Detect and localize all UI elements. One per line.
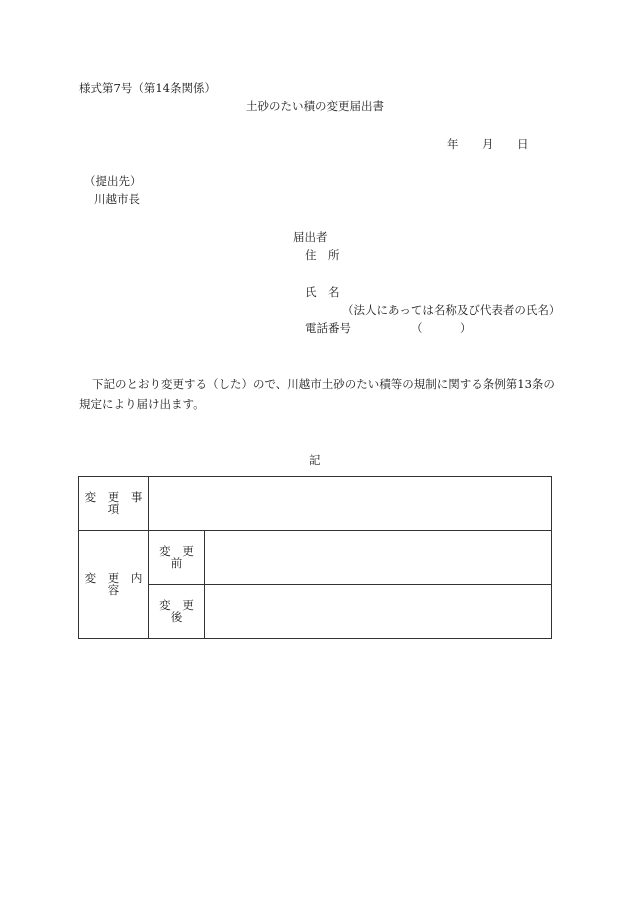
before-label: 変 更 前 xyxy=(149,531,205,585)
date-day: 日 xyxy=(517,137,529,151)
phone-paren-open: （ xyxy=(411,321,423,335)
recipient-name: 川越市長 xyxy=(94,192,140,206)
phone-paren-close: ） xyxy=(460,321,472,335)
form-title: 土砂のたい積の変更届出書 xyxy=(246,99,384,113)
recipient-label: （提出先） xyxy=(84,174,142,188)
after-field[interactable] xyxy=(205,585,552,639)
before-field[interactable] xyxy=(205,531,552,585)
change-item-label: 変 更 事 項 xyxy=(79,477,149,531)
form-number: 様式第7号（第14条関係） xyxy=(79,81,216,95)
change-table xyxy=(78,476,552,639)
change-content-label: 変 更 内 容 xyxy=(79,531,149,639)
date-month: 月 xyxy=(482,137,494,151)
body-text-line1: 下記のとおり変更する（した）ので、川越市土砂のたい積等の規制に関する条例第13条の xyxy=(92,377,555,391)
name-label: 氏 名 xyxy=(305,285,340,299)
change-item-field[interactable] xyxy=(149,477,552,531)
phone-label: 電話番号 xyxy=(305,321,351,335)
date-year: 年 xyxy=(447,137,459,151)
applicant-heading: 届出者 xyxy=(293,230,328,244)
address-label: 住 所 xyxy=(305,248,340,262)
body-text-line2: 規定により届け出ます。 xyxy=(79,397,205,411)
corp-note: （法人にあっては名称及び代表者の氏名） xyxy=(342,303,561,317)
after-label: 変 更 後 xyxy=(149,585,205,639)
ki-heading: 記 xyxy=(309,453,321,467)
